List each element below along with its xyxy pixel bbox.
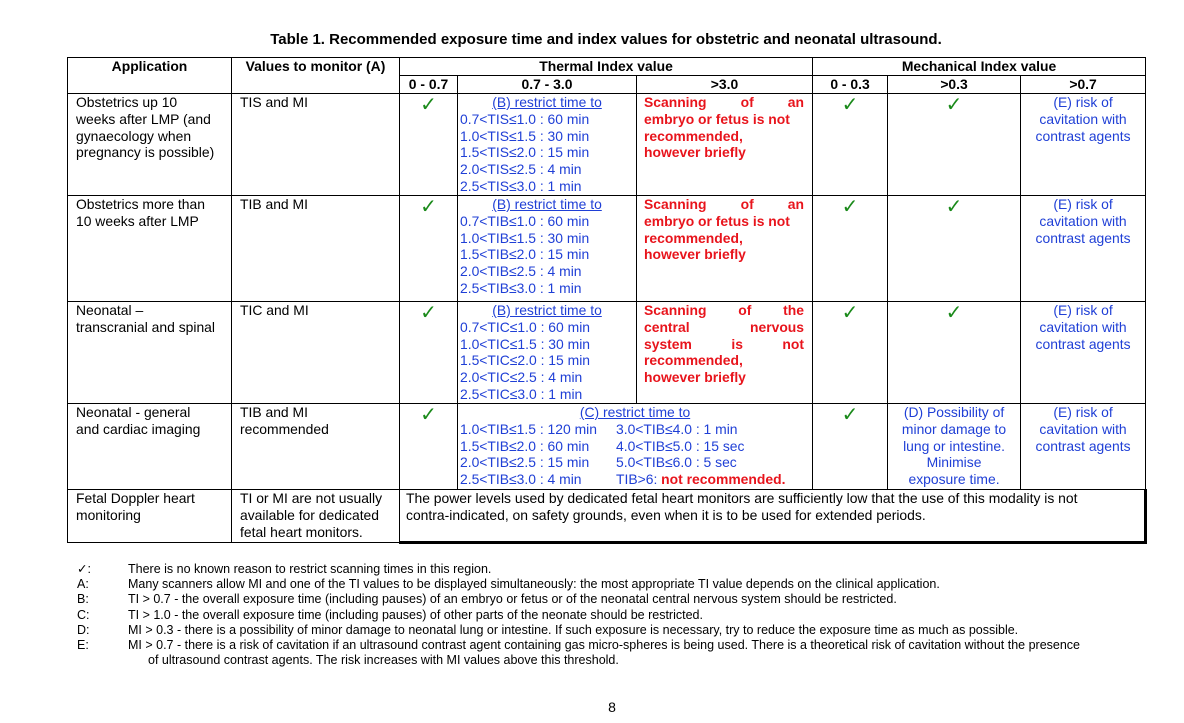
check-icon: ✓ xyxy=(813,404,888,490)
restrict-line: 1.0<TIS≤1.5 : 30 min xyxy=(460,127,590,144)
footnote-key: A: xyxy=(77,577,89,592)
warning-line: recommended, xyxy=(644,229,743,246)
restrict-line: 2.0<TIB≤2.5 : 4 min xyxy=(460,263,582,280)
mi-mid-line: Minimise xyxy=(926,454,982,471)
table-title: Table 1. Recommended exposure time and index values for obstetric and neonatal ultrasound. xyxy=(270,31,942,48)
restrict-line: 2.0<TIC≤2.5 : 4 min xyxy=(460,369,583,386)
monitor-line: TI or MI are not usually xyxy=(240,490,383,506)
application-line: 10 weeks after LMP xyxy=(76,212,199,229)
mi-mid-line: lung or intestine. xyxy=(903,437,1005,454)
not-recommended-text: not recommended. xyxy=(661,471,786,488)
monitor-cell xyxy=(232,404,400,490)
restrict-line: 0.7<TIB≤1.0 : 60 min xyxy=(460,212,590,229)
warning-word: not xyxy=(782,335,805,352)
warning-cell xyxy=(637,94,813,196)
footnotes xyxy=(77,562,1147,668)
restrict-line: 2.5<TIS≤3.0 : 1 min xyxy=(460,177,582,194)
monitor-cell xyxy=(232,302,400,404)
application-cell xyxy=(68,196,232,302)
warning-word: system xyxy=(644,335,692,352)
check-icon: ✓ xyxy=(813,196,888,302)
warning-line-justified xyxy=(644,336,804,353)
footnote xyxy=(77,608,1147,623)
page-number: 8 xyxy=(608,699,616,715)
mi-high-cell xyxy=(1021,404,1146,490)
check-icon: ✓ xyxy=(888,196,1021,302)
restrict-heading: (B) restrict time to xyxy=(492,196,602,212)
mi-mid-cell xyxy=(888,404,1021,490)
mi-high-line: (E) risk of xyxy=(1053,94,1113,110)
warning-line: however briefly xyxy=(644,369,746,386)
application-line: gynaecology when xyxy=(76,127,192,144)
warning-line-justified xyxy=(644,319,804,336)
header-mi-col: >0.7 xyxy=(1021,76,1146,94)
footnote xyxy=(77,623,1147,638)
footnote-key: C: xyxy=(77,607,90,622)
footnote-text: TI > 0.7 - the overall exposure time (including pauses) of an embryo or fetus or of the neonatal central nervous system should be restricted. xyxy=(128,592,897,607)
header-mi-col: 0 - 0.3 xyxy=(813,76,888,94)
warning-word: is xyxy=(731,335,743,352)
footnote-text: Many scanners allow MI and one of the TI values to be displayed simultaneously: the most appropriate TI value depends on the clinical application. xyxy=(128,577,940,592)
restrict-line: 4.0<TIB≤5.0 : 15 sec xyxy=(616,437,745,454)
warning-word: of xyxy=(740,94,754,110)
mi-high-line: (E) risk of xyxy=(1053,302,1113,318)
header-mi-col: >0.3 xyxy=(888,76,1021,94)
footnote xyxy=(77,638,1147,653)
monitor-cell xyxy=(232,196,400,302)
monitor-line: TIB and MI xyxy=(240,196,308,212)
restrict-line: 2.5<TIC≤3.0 : 1 min xyxy=(460,385,583,402)
statement-cell xyxy=(400,490,1146,543)
table-row xyxy=(68,404,1146,490)
header-ti-col: 0.7 - 3.0 xyxy=(458,76,637,94)
restrict-line: 2.5<TIB≤3.0 : 1 min xyxy=(460,279,582,296)
warning-word: Scanning xyxy=(644,302,707,318)
application-line: transcranial and spinal xyxy=(76,318,215,335)
warning-line: embryo or fetus is not xyxy=(644,212,790,229)
application-line: monitoring xyxy=(76,506,141,523)
mi-mid-line: exposure time. xyxy=(908,471,1000,488)
statement-line: contra-indicated, on safety grounds, even when it is to be used for extended periods. xyxy=(406,506,926,523)
header-mechanical-index: Mechanical Index value xyxy=(813,58,1146,76)
restrict-line: 1.5<TIB≤2.0 : 15 min xyxy=(460,246,590,263)
footnote-text: TI > 1.0 - the overall exposure time (including pauses) of other parts of the neonate should be restricted. xyxy=(128,607,703,622)
statement-line: The power levels used by dedicated fetal heart monitors are sufficiently low that the use of this modality is not xyxy=(406,490,1078,506)
warning-line: recommended, xyxy=(644,352,743,369)
application-cell xyxy=(68,94,232,196)
header-application: Application xyxy=(68,58,232,94)
restrict-line: 1.5<TIC≤2.0 : 15 min xyxy=(460,352,591,369)
warning-line-justified xyxy=(644,196,804,213)
check-icon: ✓ xyxy=(400,404,458,490)
warning-word: of xyxy=(738,302,752,318)
mi-high-line: cavitation with xyxy=(1039,318,1127,335)
restrict-line: 1.0<TIB≤1.5 : 120 min xyxy=(460,420,597,437)
monitor-line: recommended xyxy=(240,420,329,437)
mi-high-cell xyxy=(1021,196,1146,302)
monitor-line: TIB and MI xyxy=(240,404,308,420)
monitor-line: fetal heart monitors. xyxy=(240,523,363,540)
restrict-line: 0.7<TIC≤1.0 : 60 min xyxy=(460,318,591,335)
mi-high-line: cavitation with xyxy=(1039,212,1127,229)
warning-word: Scanning xyxy=(644,196,707,212)
monitor-line: TIC and MI xyxy=(240,302,309,318)
monitor-line: TIS and MI xyxy=(240,94,308,110)
warning-line: embryo or fetus is not xyxy=(644,110,790,127)
warning-line-justified xyxy=(644,94,804,111)
check-icon: ✓ xyxy=(400,94,458,196)
application-line: weeks after LMP (and xyxy=(76,110,211,127)
restrict-heading: (B) restrict time to xyxy=(492,302,602,318)
restrict-line-last xyxy=(616,471,785,488)
footnote-key: B: xyxy=(77,592,89,607)
footnote xyxy=(77,577,1147,592)
application-line: Obstetrics up 10 xyxy=(76,94,178,110)
mi-high-line: contrast agents xyxy=(1035,335,1131,352)
mi-high-line: cavitation with xyxy=(1039,110,1127,127)
application-cell xyxy=(68,490,232,543)
monitor-cell xyxy=(232,94,400,196)
footnote-text: MI > 0.3 - there is a possibility of minor damage to neonatal lung or intestine. If such exposure is necessary, try to reduce the exposure time as much as possible. xyxy=(128,622,1019,637)
header-ti-col: >3.0 xyxy=(637,76,813,94)
footnote-text: of ultrasound contrast agents. The risk increases with MI values above this threshold. xyxy=(148,653,619,668)
table-row xyxy=(68,302,1146,404)
restrict-line: 3.0<TIB≤4.0 : 1 min xyxy=(616,420,738,437)
mi-high-line: contrast agents xyxy=(1035,437,1131,454)
restrict-heading: (B) restrict time to xyxy=(492,94,602,110)
application-line: and cardiac imaging xyxy=(76,420,201,437)
warning-word: Scanning xyxy=(644,94,707,110)
restrict-cell-wide xyxy=(458,404,813,490)
footnote-key: D: xyxy=(77,622,90,637)
footnote xyxy=(77,592,1147,607)
monitor-cell xyxy=(232,490,400,543)
mi-high-cell xyxy=(1021,302,1146,404)
warning-line: recommended, xyxy=(644,127,743,144)
restrict-right-col xyxy=(616,421,785,488)
application-cell xyxy=(68,302,232,404)
exposure-table xyxy=(67,57,1147,544)
application-cell xyxy=(68,404,232,490)
restrict-heading: (C) restrict time to xyxy=(579,404,691,420)
check-icon: ✓ xyxy=(813,94,888,196)
application-line: Neonatal – xyxy=(76,302,144,318)
table-row xyxy=(68,490,1146,543)
footnote xyxy=(77,562,1147,577)
application-line: Neonatal - general xyxy=(76,404,191,420)
restrict-line: 2.0<TIS≤2.5 : 4 min xyxy=(460,161,582,178)
table-row xyxy=(68,94,1146,196)
warning-word: an xyxy=(787,94,805,110)
footnote-text: MI > 0.7 - there is a risk of cavitation if an ultrasound contrast agent containing gas micro-spheres is being used. There is a theoretical risk of cavitation without the presence xyxy=(128,638,1081,653)
mi-high-line: contrast agents xyxy=(1035,127,1131,144)
restrict-line: 1.0<TIB≤1.5 : 30 min xyxy=(460,229,590,246)
warning-word: nervous xyxy=(749,318,805,335)
restrict-last-prefix: TIB>6: xyxy=(616,471,662,488)
mi-mid-line: (D) Possibility of xyxy=(903,404,1005,420)
mi-high-line: contrast agents xyxy=(1035,229,1131,246)
mi-high-cell xyxy=(1021,94,1146,196)
application-line: Obstetrics more than xyxy=(76,196,205,212)
check-icon: ✓ xyxy=(400,302,458,404)
header-row-1 xyxy=(68,58,1146,76)
application-line: Fetal Doppler heart xyxy=(76,490,195,506)
warning-cell xyxy=(637,196,813,302)
footnote-key xyxy=(77,653,148,668)
restrict-line: 2.0<TIB≤2.5 : 15 min xyxy=(460,454,590,471)
warning-word: the xyxy=(783,302,805,318)
restrict-line: 2.5<TIB≤3.0 : 4 min xyxy=(460,471,582,488)
warning-line: however briefly xyxy=(644,246,746,263)
footnote-text: There is no known reason to restrict scanning times in this region. xyxy=(128,562,492,576)
restrict-cell xyxy=(458,94,637,196)
mi-high-line: (E) risk of xyxy=(1053,196,1113,212)
check-icon: ✓ xyxy=(888,302,1021,404)
restrict-line: 1.0<TIC≤1.5 : 30 min xyxy=(460,335,591,352)
restrict-line: 5.0<TIB≤6.0 : 5 sec xyxy=(616,454,737,471)
restrict-columns xyxy=(460,421,810,488)
check-icon: ✓ xyxy=(400,196,458,302)
table-row xyxy=(68,196,1146,302)
header-thermal-index: Thermal Index value xyxy=(400,58,813,76)
check-icon: ✓ xyxy=(813,302,888,404)
warning-line-justified xyxy=(644,302,804,319)
warning-cell xyxy=(637,302,813,404)
warning-word: an xyxy=(787,196,805,212)
restrict-left-col xyxy=(460,421,616,488)
warning-word: central xyxy=(644,318,690,335)
footnote-continuation xyxy=(77,653,1147,668)
footnote-key: ✓: xyxy=(77,562,91,576)
warning-word: of xyxy=(740,196,754,212)
header-ti-col: 0 - 0.7 xyxy=(400,76,458,94)
warning-line: however briefly xyxy=(644,144,746,161)
restrict-line: 0.7<TIS≤1.0 : 60 min xyxy=(460,110,590,127)
monitor-line: available for dedicated xyxy=(240,506,380,523)
mi-high-line: (E) risk of xyxy=(1053,404,1113,420)
check-icon: ✓ xyxy=(888,94,1021,196)
application-line: pregnancy is possible) xyxy=(76,144,215,161)
mi-high-line: cavitation with xyxy=(1039,420,1127,437)
restrict-line: 1.5<TIB≤2.0 : 60 min xyxy=(460,437,590,454)
restrict-cell xyxy=(458,196,637,302)
footnote-key: E: xyxy=(77,638,89,653)
restrict-line: 1.5<TIS≤2.0 : 15 min xyxy=(460,144,590,161)
header-values-to-monitor: Values to monitor (A) xyxy=(232,58,400,94)
mi-mid-line: minor damage to xyxy=(901,420,1007,437)
restrict-cell xyxy=(458,302,637,404)
